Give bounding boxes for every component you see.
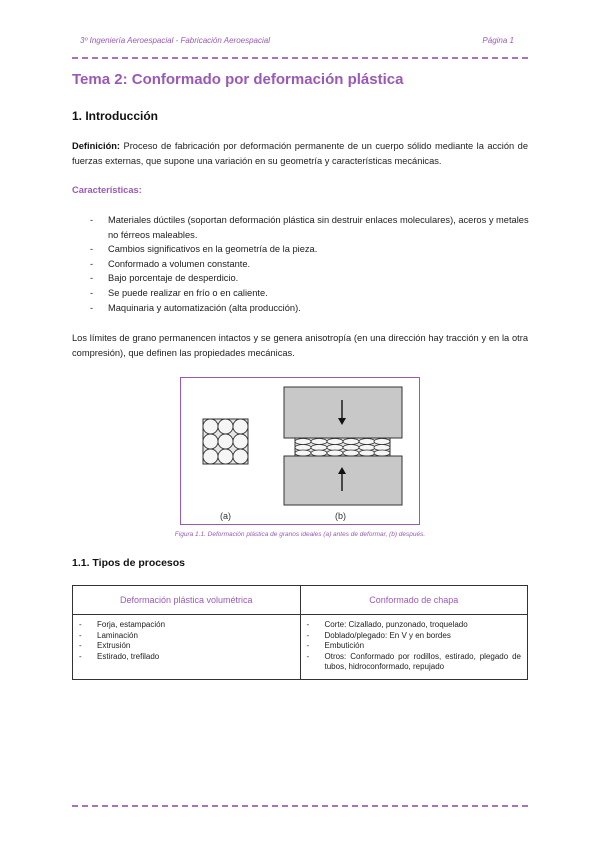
- undeformed-grains: [203, 419, 248, 464]
- table-row: [73, 615, 528, 680]
- list-item: - Maquinaria y automatización (alta producción).: [90, 301, 530, 316]
- table-header-row: [73, 586, 528, 615]
- list-item: - Corte: Cizallado, punzonado, troquelado: [307, 620, 522, 631]
- characteristics-list: [90, 213, 530, 315]
- list-item: - Forja, estampación: [79, 620, 294, 631]
- list-item: - Laminación: [79, 631, 294, 642]
- list-item: - Materiales dúctiles (soportan deformación plástica sin destruir enlaces moleculares), aceros y metales no férreos maleables.: [90, 213, 530, 242]
- footer-divider: [72, 805, 528, 807]
- page-header: [72, 36, 528, 50]
- figure-plastic-deformation: [180, 377, 420, 525]
- column-header-sheet: Conformado de chapa: [300, 586, 528, 615]
- lower-die: [284, 456, 402, 505]
- list-item: - Extrusión: [79, 641, 294, 652]
- process-types-table: [72, 585, 528, 680]
- list-item: - Bajo porcentaje de desperdicio.: [90, 271, 530, 286]
- definition-label: Definición:: [72, 141, 121, 151]
- list-item: - Embutición: [307, 641, 522, 652]
- characteristics-heading: Características:: [72, 185, 142, 195]
- upper-die: [284, 387, 402, 438]
- definition-paragraph: [72, 139, 528, 169]
- section-heading-introduction: 1. Introducción: [72, 109, 159, 123]
- list-item: - Estirado, trefilado: [79, 652, 294, 663]
- list-item: - Otros: Conformado por rodillos, estirado, plegado de tubos, hidroconformado, repujado: [307, 652, 522, 673]
- volumetric-cell: [73, 615, 301, 680]
- grain-deformation-diagram: [181, 378, 419, 524]
- document-title: Tema 2: Conformado por deformación plástica: [72, 71, 404, 88]
- header-page-number: Página 1: [482, 36, 514, 45]
- definition-text: Proceso de fabricación por deformación permanente de un cuerpo sólido mediante la acción de fuerzas externas, que supone una variación en su geometría y características mecánicas.: [72, 141, 528, 166]
- list-item: - Doblado/plegado: En V y en bordes: [307, 631, 522, 642]
- list-item: - Cambios significativos en la geometría de la pieza.: [90, 242, 530, 257]
- grain-paragraph: Los límites de grano permanencen intactos y se genera anisotropía (en una dirección hay tracción y en la otra compresión), que definen las propiedades mecánicas.: [72, 333, 528, 358]
- section-heading-process-types: 1.1. Tipos de procesos: [72, 557, 186, 569]
- sheet-cell: [300, 615, 528, 680]
- list-item: - Conformado a volumen constante.: [90, 257, 530, 272]
- list-item: - Se puede realizar en frío o en caliente.: [90, 286, 530, 301]
- label-b: (b): [335, 511, 346, 521]
- figure-caption: Figura 1.1. Deformación plástica de granos ideales (a) antes de deformar, (b) después.: [174, 531, 426, 538]
- column-header-volumetric: Deformación plástica volumétrica: [73, 586, 301, 615]
- deformed-grains: [295, 438, 390, 456]
- header-course-title: 3º Ingeniería Aeroespacial - Fabricación Aeroespacial: [80, 36, 270, 45]
- header-divider: [72, 57, 528, 59]
- label-a: (a): [220, 511, 231, 521]
